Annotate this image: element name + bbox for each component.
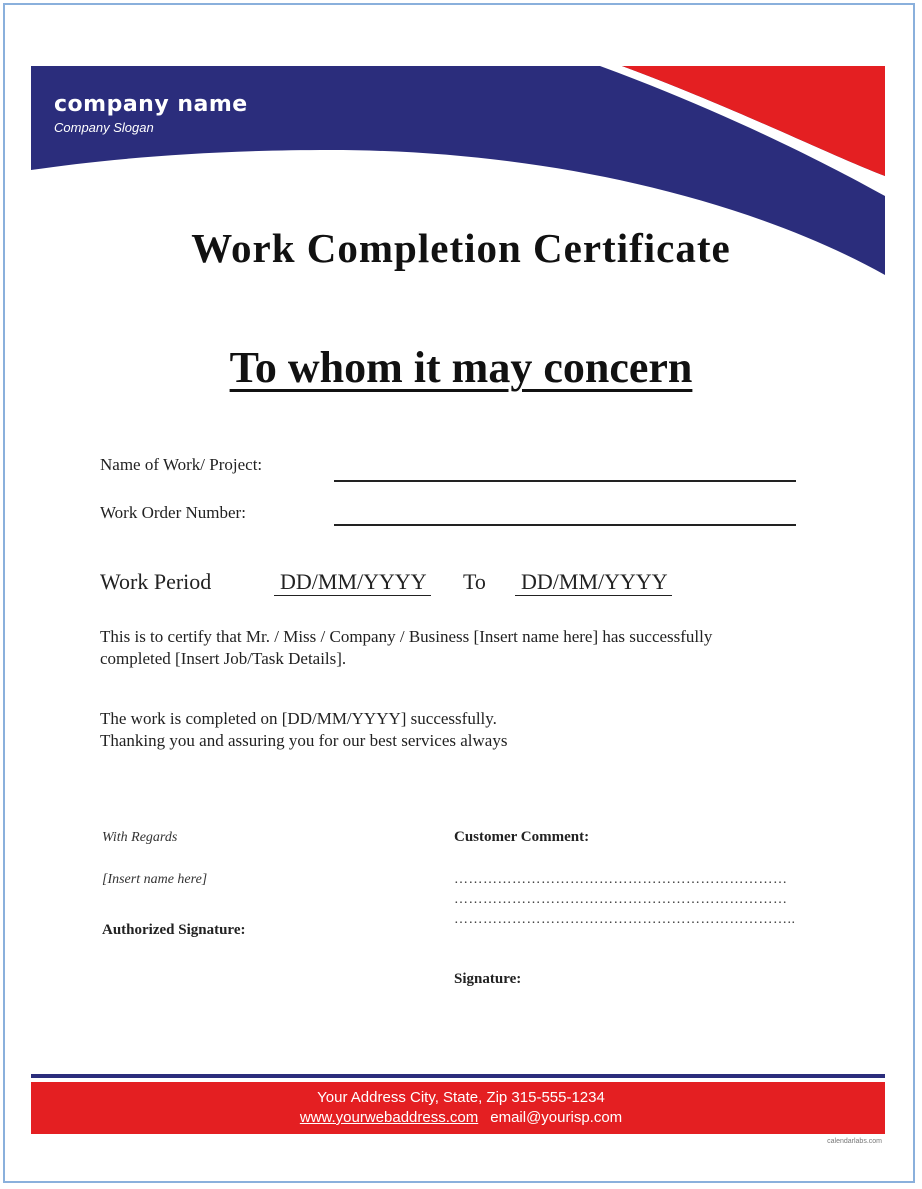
footer-website-link[interactable]: www.yourwebaddress.com bbox=[299, 1109, 479, 1126]
project-name-label: Name of Work/ Project: bbox=[100, 455, 263, 474]
work-order-label: Work Order Number: bbox=[100, 503, 246, 522]
completed-line-2: Thanking you and assuring you for our best services always bbox=[100, 731, 508, 750]
footer-divider bbox=[31, 1074, 885, 1078]
footer-contact bbox=[0, 1109, 922, 1126]
completion-paragraph bbox=[100, 708, 820, 752]
footer-email: email@yourisp.com bbox=[490, 1109, 623, 1126]
comment-line-2: …………………………………………………………… bbox=[454, 892, 788, 907]
company-name: company name bbox=[54, 92, 248, 117]
certify-line-2: completed [Insert Job/Task Details]. bbox=[100, 649, 347, 668]
certify-paragraph bbox=[100, 626, 820, 670]
salutation-heading: To whom it may concern bbox=[229, 343, 693, 392]
project-name-line bbox=[334, 480, 796, 482]
work-order-line bbox=[334, 524, 796, 526]
authorized-signature-label: Authorized Signature: bbox=[102, 922, 246, 938]
customer-signature-label: Signature: bbox=[454, 971, 522, 987]
work-period-to-word: To bbox=[463, 569, 486, 594]
work-period-from: DD/MM/YYYY bbox=[274, 569, 431, 596]
watermark: calendarlabs.com bbox=[827, 1138, 882, 1145]
customer-comment-label: Customer Comment: bbox=[454, 829, 590, 845]
certify-line-1: This is to certify that Mr. / Miss / Company / Business [Insert name here] has successfully bbox=[100, 627, 713, 646]
work-period-to: DD/MM/YYYY bbox=[515, 569, 672, 596]
company-slogan: Company Slogan bbox=[54, 120, 154, 135]
comment-line-3: …………………………………………………………….. bbox=[454, 912, 796, 927]
work-period-label: Work Period bbox=[100, 569, 212, 594]
footer-address: Your Address City, State, Zip 315-555-1234 bbox=[317, 1089, 605, 1106]
completed-line-1: The work is completed on [DD/MM/YYYY] successfully. bbox=[100, 709, 497, 728]
certificate-title: Work Completion Certificate bbox=[191, 225, 731, 271]
with-regards: With Regards bbox=[102, 830, 178, 845]
comment-line-1: …………………………………………………………… bbox=[454, 872, 788, 887]
signer-name: [Insert name here] bbox=[102, 872, 208, 887]
